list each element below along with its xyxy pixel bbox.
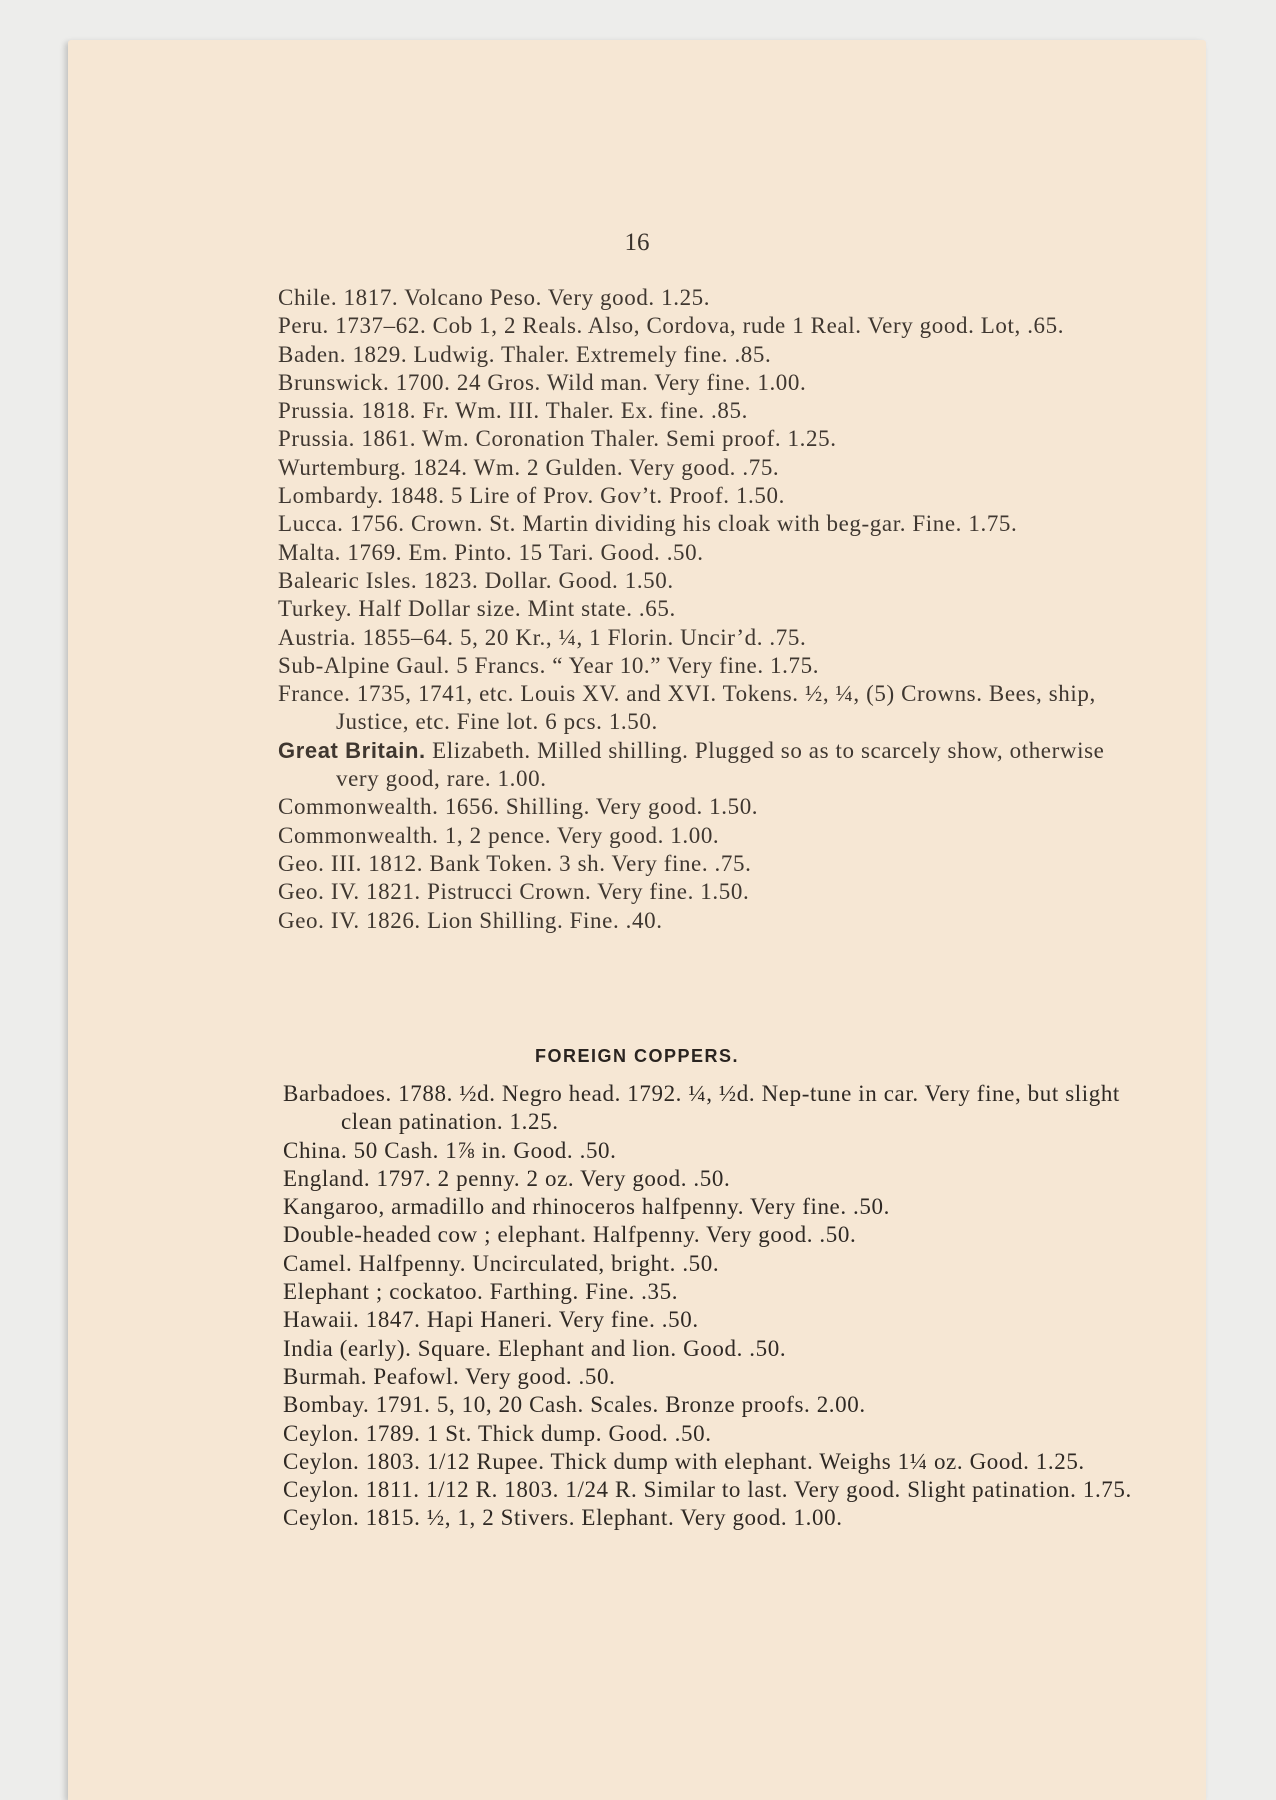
catalog-entry: Sub-Alpine Gaul. 5 Francs. “ Year 10.” Very fine. 1.75. [278,652,820,678]
catalog-entry: Geo. IV. 1821. Pistrucci Crown. Very fine. 1.50. [278,879,750,905]
catalog-entry: Peru. 1737–62. Cob 1, 2 Reals. Also, Cordova, rude 1 Real. Very good. Lot, .65. [278,313,1065,339]
coin-listing-silver [278,284,1134,935]
catalog-entry: Austria. 1855–64. 5, 20 Kr., ¼, 1 Florin. Uncir’d. .75. [278,624,807,650]
catalog-entry: Ceylon. 1811. 1/12 R. 1803. 1/24 R. Similar to last. Very good. Slight patination. 1.75. [283,1477,1132,1503]
catalog-entry: Elephant ; cockatoo. Farthing. Fine. .35. [283,1279,679,1305]
catalog-entry: Camel. Halfpenny. Uncirculated, bright. .50. [283,1250,720,1276]
catalog-entry: Kangaroo, armadillo and rhinoceros halfpenny. Very fine. .50. [283,1194,890,1220]
catalog-entry: Ceylon. 1803. 1/12 Rupee. Thick dump with elephant. Weighs 1¼ oz. Good. 1.25. [283,1448,1085,1474]
section-heading: FOREIGN COPPERS. [534,1046,740,1066]
catalog-entry: Turkey. Half Dollar size. Mint state. .65. [278,596,676,622]
catalog-entry: Prussia. 1818. Fr. Wm. III. Thaler. Ex. fine. .85. [278,398,748,424]
country-heading: Great Britain. [278,737,426,763]
catalog-entry: England. 1797. 2 penny. 2 oz. Very good. .50. [283,1165,731,1191]
catalog-entry: Commonwealth. 1, 2 pence. Very good. 1.00. [278,822,720,848]
catalog-entry: Chile. 1817. Volcano Peso. Very good. 1.25. [278,285,711,310]
catalog-entry: France. 1735, 1741, etc. Louis XV. and XVI. Tokens. ½, ¼, (5) Crowns. Bees, ship, Justice, etc. Fine lot. 6 pcs. 1.50. [278,681,1096,735]
catalog-entry: Double-headed cow ; elephant. Halfpenny. Very good. .50. [283,1222,857,1248]
catalog-entry: Ceylon. 1789. 1 St. Thick dump. Good. .50. [283,1420,712,1446]
catalog-entry: Balearic Isles. 1823. Dollar. Good. 1.50. [278,567,674,593]
catalog-entry: Baden. 1829. Ludwig. Thaler. Extremely fine. .85. [278,341,772,367]
catalog-entry: Commonwealth. 1656. Shilling. Very good. 1.50. [278,794,759,820]
catalog-entry: Brunswick. 1700. 24 Gros. Wild man. Very fine. 1.00. [278,369,807,395]
coin-listing-coppers [283,1080,1139,1533]
catalog-entry: Lucca. 1756. Crown. St. Martin dividing his cloak with beg-gar. Fine. 1.75. [278,511,1018,537]
catalog-entry: India (early). Square. Elephant and lion. Good. .50. [283,1335,787,1361]
catalog-entry: China. 50 Cash. 1⅞ in. Good. .50. [283,1137,617,1163]
catalog-entry: Malta. 1769. Em. Pinto. 15 Tari. Good. .50. [278,539,704,565]
catalog-entry: Lombardy. 1848. 5 Lire of Prov. Gov’t. Proof. 1.50. [278,483,785,509]
catalog-entry: Ceylon. 1815. ½, 1, 2 Stivers. Elephant. Very good. 1.00. [283,1505,843,1531]
catalog-entry: Geo. IV. 1826. Lion Shilling. Fine. .40. [278,907,663,933]
catalog-entry: Geo. III. 1812. Bank Token. 3 sh. Very fine. .75. [278,850,752,876]
catalog-entry: Wurtemburg. 1824. Wm. 2 Gulden. Very good. .75. [278,454,780,480]
catalog-page [68,40,1206,1800]
entry-text: Elizabeth. Milled shilling. Plugged so as to scarcely show, otherwise very good, rare. 1.00. [336,737,1105,792]
catalog-entry: Burmah. Peafowl. Very good. .50. [283,1363,616,1389]
catalog-entry: Bombay. 1791. 5, 10, 20 Cash. Scales. Bronze proofs. 2.00. [283,1392,866,1418]
catalog-entry-great-britain [278,737,1134,794]
page-number: 16 [624,229,650,256]
catalog-entry: Hawaii. 1847. Hapi Haneri. Very fine. .50. [283,1307,699,1333]
catalog-entry: Barbadoes. 1788. ½d. Negro head. 1792. ¼, ½d. Nep-tune in car. Very fine, but slight clean patination. 1.25. [283,1081,1120,1135]
catalog-entry: Prussia. 1861. Wm. Coronation Thaler. Semi proof. 1.25. [278,426,837,452]
